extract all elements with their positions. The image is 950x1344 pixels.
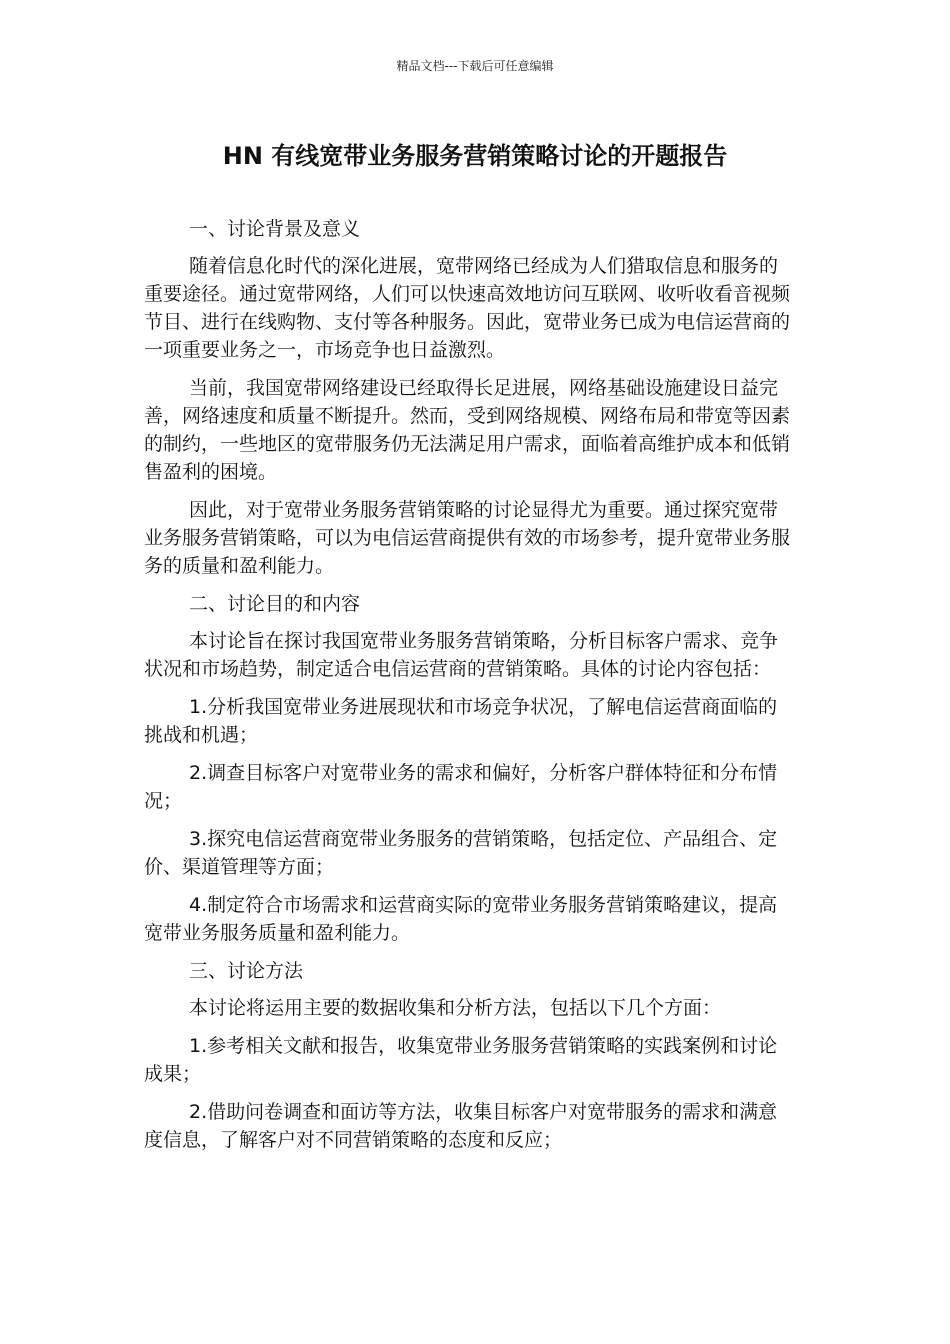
- page-header: 精品文档---下载后可任意编辑: [396, 59, 554, 73]
- paragraph: 当前，我国宽带网络建设已经取得长足进展，网络基础设施建设日益完善，网络速度和质量不断提升。然而，受到网络规模、网络布局和带宽等因素的制约，一些地区的宽带服务仍无法满足用户需求，面临着高维护成本和低销售盈利的困境。: [144, 377, 791, 483]
- document-body: [144, 215, 796, 1164]
- paragraph: 随着信息化时代的深化进展，宽带网络已经成为人们猎取信息和服务的重要途径。通过宽带网络，人们可以快速高效地访问互联网、收听收看音视频节目、进行在线购物、支付等各种服务。因此，宽带业务已成为电信运营商的一项重要业务之一，市场竞争也日益激烈。: [144, 255, 791, 361]
- section-heading-purpose: 二、讨论目的和内容: [189, 593, 361, 615]
- list-item: 4.制定符合市场需求和运营商实际的宽带业务服务营销策略建议，提高宽带业务服务质量和盈利能力。: [144, 894, 778, 944]
- document-title: HN 有线宽带业务服务营销策略讨论的开题报告: [222, 142, 728, 170]
- section-heading-background: 一、讨论背景及意义: [189, 218, 361, 240]
- list-item: 1.参考相关文献和报告，收集宽带业务服务营销策略的实践案例和讨论成果；: [144, 1035, 778, 1085]
- section-heading-method: 三、讨论方法: [189, 960, 304, 982]
- list-item: 1.分析我国宽带业务进展现状和市场竞争状况，了解电信运营商面临的挑战和机遇；: [144, 696, 778, 746]
- list-item: 3.探究电信运营商宽带业务服务的营销策略，包括定位、产品组合、定价、渠道管理等方面；: [144, 828, 778, 878]
- list-item: 2.借助问卷调查和面访等方法，收集目标客户对宽带服务的需求和满意度信息，了解客户对不同营销策略的态度和反应；: [144, 1101, 778, 1151]
- list-item: 2.调查目标客户对宽带业务的需求和偏好，分析客户群体特征和分布情况；: [144, 762, 778, 812]
- paragraph: 因此，对于宽带业务服务营销策略的讨论显得尤为重要。通过探究宽带业务服务营销策略，可以为电信运营商提供有效的市场参考，提升宽带业务服务的质量和盈利能力。: [144, 499, 791, 577]
- paragraph: 本讨论旨在探讨我国宽带业务服务营销策略，分析目标客户需求、竞争状况和市场趋势，制定适合电信运营商的营销策略。具体的讨论内容包括：: [144, 630, 779, 680]
- paragraph: 本讨论将运用主要的数据收集和分析方法，包括以下几个方面：: [189, 997, 722, 1019]
